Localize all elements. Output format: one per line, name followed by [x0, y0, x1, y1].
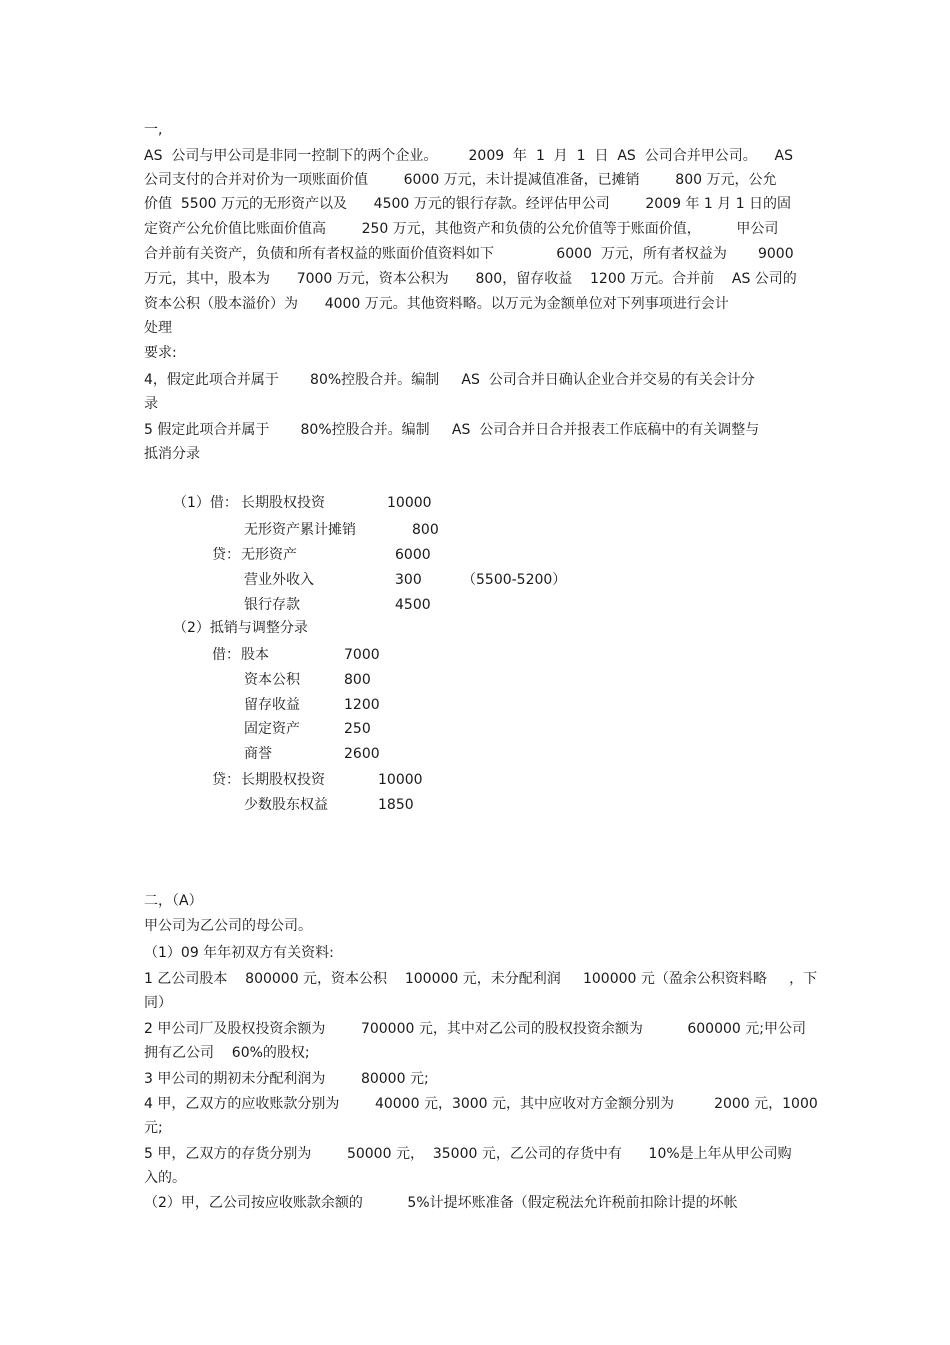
section1-paragraph-line: 合并前有关资产，负债和所有者权益的账面价值资料如下 6000 万元，所有者权益为 9000	[144, 246, 794, 262]
requirement-4-line: 4，假定此项合并属于 80%控股合并。编制 AS 公司合并日确认企业合并交易的有关会计分	[144, 372, 755, 388]
journal-amount: 10000	[387, 495, 432, 511]
part2-label: （2）抵销与调整分录	[173, 620, 308, 636]
journal-amount: 300	[395, 572, 422, 588]
journal-account: 银行存款	[244, 597, 300, 613]
journal-amount: 2600	[344, 746, 380, 762]
journal-account: 少数股东权益	[244, 797, 328, 813]
requirement-5-line: 抵消分录	[144, 446, 200, 462]
section1-paragraph-line: AS 公司与甲公司是非同一控制下的两个企业。 2009 年 1 月 1 日 AS 公司合并甲公司。 AS	[144, 148, 793, 164]
section2-line: （2）甲，乙公司按应收账款余额的 5%计提坏账准备（假定税法允许税前扣除计提的坏帐	[144, 1195, 738, 1211]
journal-account: 固定资产	[244, 721, 300, 737]
credit-label: 贷：	[212, 547, 240, 563]
section1-paragraph-line: 公司支付的合并对价为一项账面价值 6000 万元，未计提减值准备，已摊销 800 万元，公允	[144, 172, 777, 188]
journal-account: 长期股权投资	[241, 495, 325, 511]
section2-heading: 二，（A）	[144, 893, 203, 909]
section1-paragraph-line: 资本公积（股本溢价）为 4000 万元。其他资料略。以万元为金额单位对下列事项进行会计	[144, 296, 729, 312]
journal-account: 股本	[241, 647, 269, 663]
section2-line: 拥有乙公司 60%的股权;	[144, 1045, 310, 1061]
requirement-4-line: 录	[144, 396, 158, 412]
requirement-5-line: 5 假定此项合并属于 80%控股合并。编制 AS 公司合并日合并报表工作底稿中的有关调整与	[144, 422, 760, 438]
journal-account: 营业外收入	[244, 572, 314, 588]
journal-amount: 10000	[378, 772, 423, 788]
journal-amount: 6000	[395, 547, 431, 563]
section2-line: 5 甲，乙双方的存货分别为 50000 元， 35000 元，乙公司的存货中有 10%是上年从甲公司购	[144, 1146, 792, 1162]
journal-account: 商誉	[244, 746, 272, 762]
section2-line: （1）09 年年初双方有关资料:	[144, 945, 334, 961]
section1-paragraph-line: 万元，其中，股本为 7000 万元，资本公积为 800，留存收益 1200 万元。合并前 AS 公司的	[144, 271, 797, 287]
section1-paragraph-line: 定资产公允价值比账面价值高 250 万元，其他资产和负债的公允价值等于账面价值， 甲公司	[144, 221, 779, 237]
journal-account: 资本公积	[244, 672, 300, 688]
journal-account: 无形资产累计摊销	[244, 522, 356, 538]
section2-line: 甲公司为乙公司的母公司。	[144, 918, 312, 934]
section1-paragraph-line: 价值 5500 万元的无形资产以及 4500 万元的银行存款。经评估甲公司 2009 年 1 月 1 日的固	[144, 196, 792, 212]
section1-paragraph-line: 处理	[144, 320, 172, 336]
section2-line: 同）	[144, 995, 172, 1011]
section2-line: 元;	[144, 1120, 163, 1136]
debit-label: 借：	[212, 647, 240, 663]
journal-account: 无形资产	[241, 547, 297, 563]
journal-amount: 1200	[344, 697, 380, 713]
requirements-label: 要求:	[144, 345, 177, 361]
section2-line: 1 乙公司股本 800000 元，资本公积 100000 元，未分配利润 100000 元（盈余公积资料略 ，下	[144, 971, 818, 987]
journal-amount: 7000	[344, 647, 380, 663]
journal-note: （5500-5200）	[462, 572, 567, 588]
journal-amount: 800	[344, 672, 371, 688]
journal-account: 留存收益	[244, 697, 300, 713]
journal-amount: 800	[412, 522, 439, 538]
credit-label: 贷：	[212, 772, 240, 788]
journal-amount: 1850	[378, 797, 414, 813]
section2-line: 2 甲公司厂及股权投资余额为 700000 元，其中对乙公司的股权投资余额为 600000 元;甲公司	[144, 1021, 806, 1037]
section2-line: 4 甲，乙双方的应收账款分别为 40000 元，3000 元，其中应收对方金额分别为 2000 元，1000	[144, 1096, 818, 1112]
part1-label: （1）借：	[173, 495, 238, 511]
journal-account: 长期股权投资	[241, 772, 325, 788]
journal-amount: 4500	[395, 597, 431, 613]
section2-line: 入的。	[144, 1170, 186, 1186]
section1-heading: 一,	[144, 122, 163, 138]
section2-line: 3 甲公司的期初未分配利润为 80000 元;	[144, 1071, 429, 1087]
journal-amount: 250	[344, 721, 371, 737]
